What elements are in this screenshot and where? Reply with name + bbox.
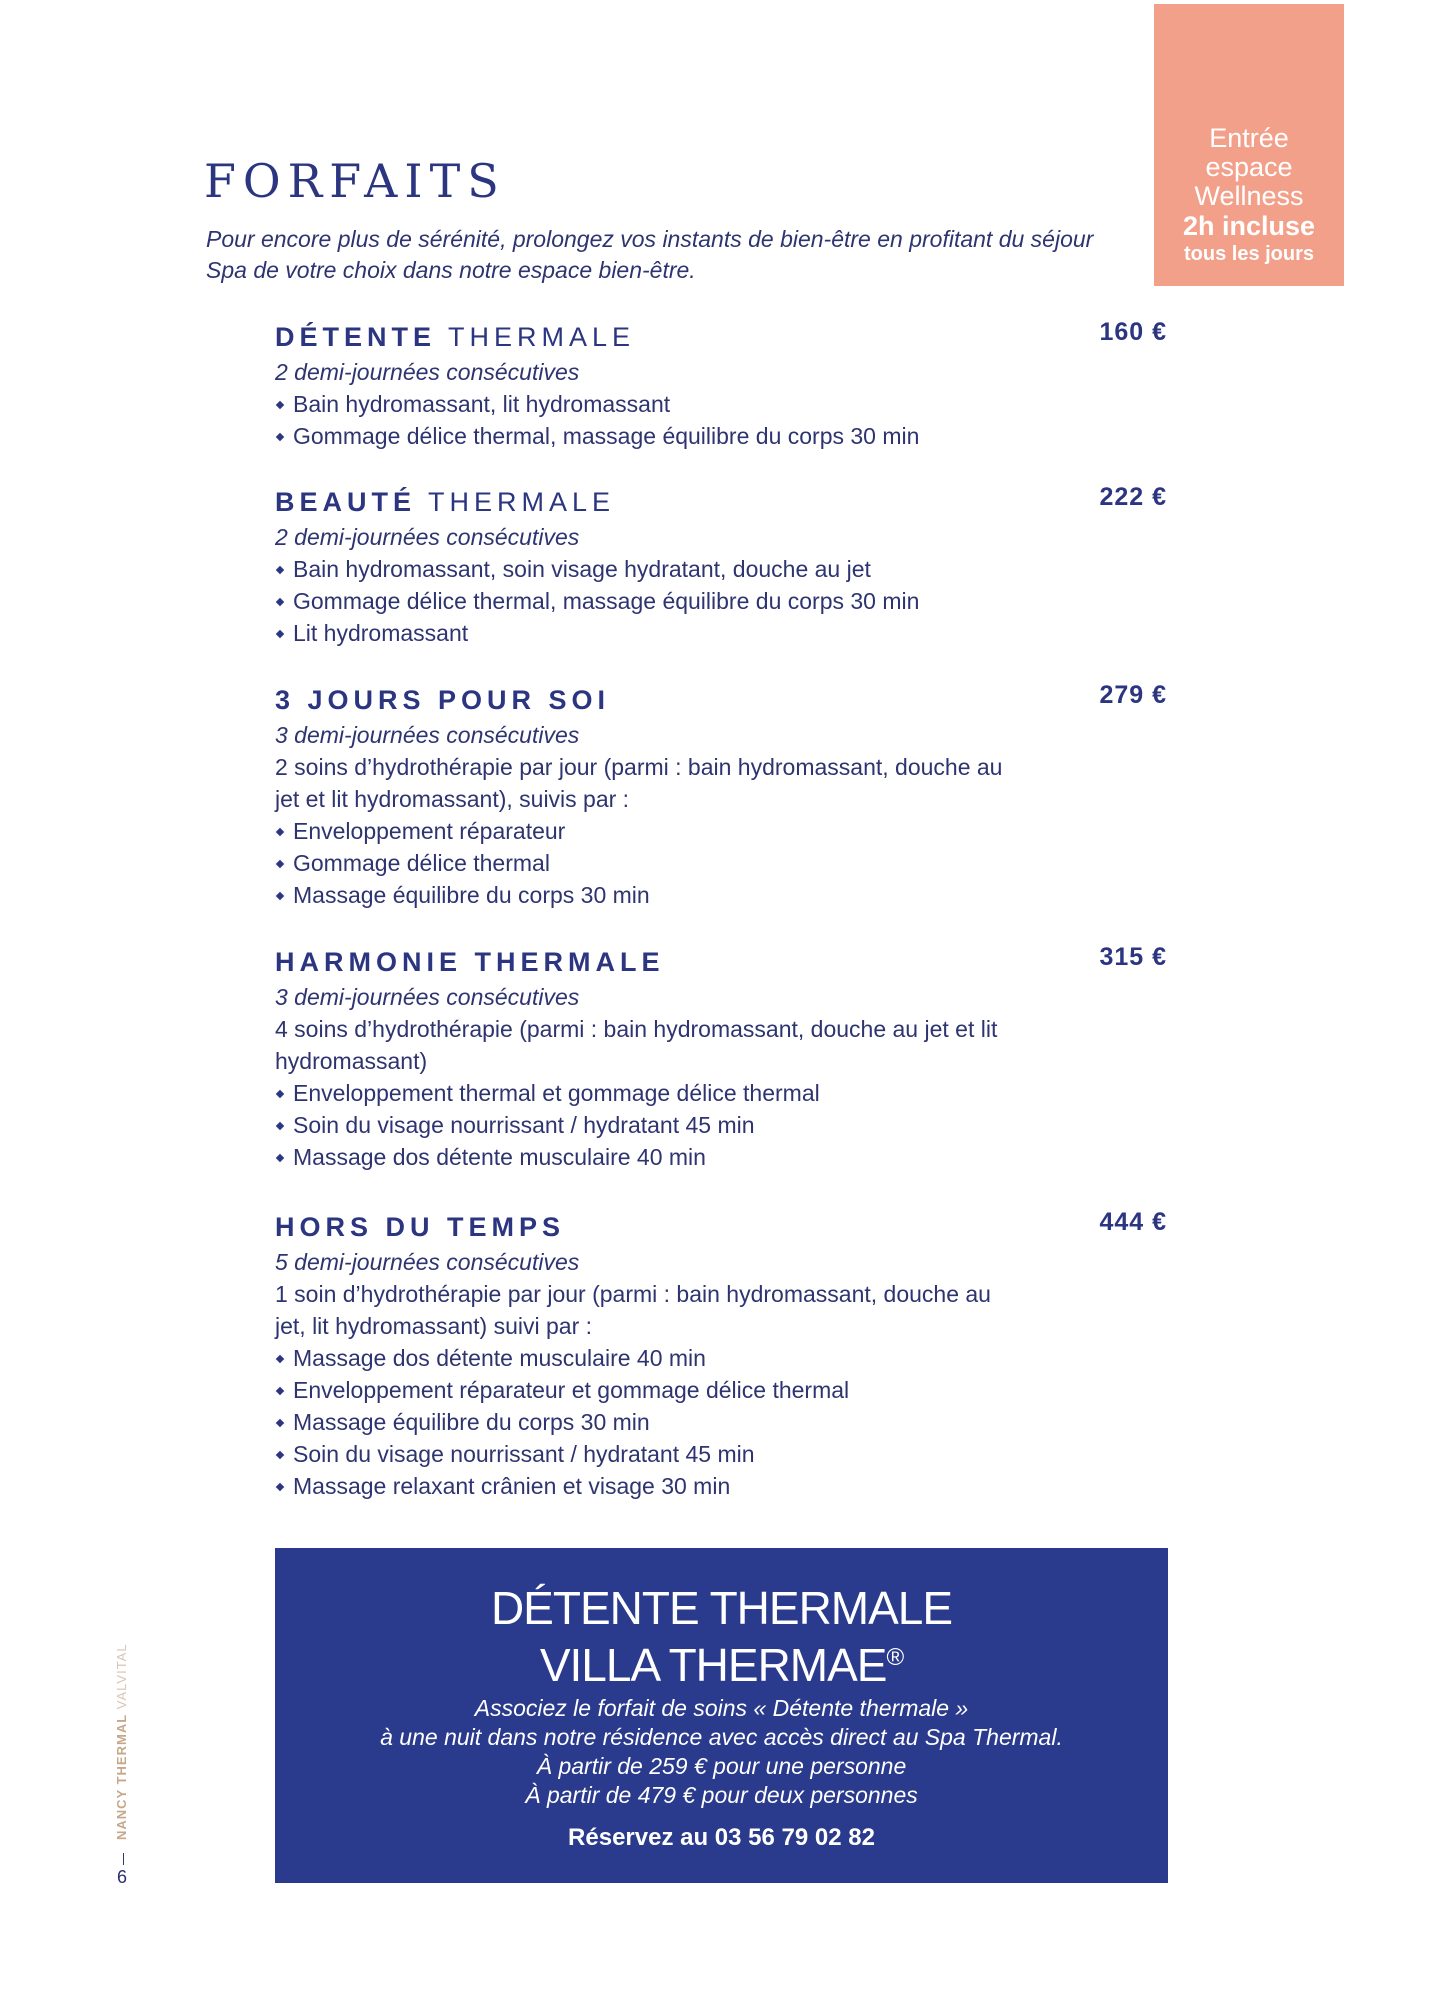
list-item: Enveloppement thermal et gommage délice thermal xyxy=(275,1077,1175,1109)
forfait-items xyxy=(275,1077,1175,1173)
forfait-price: 222 € xyxy=(1099,483,1167,511)
forfait-items xyxy=(275,388,1175,452)
list-item: Soin du visage nourrissant / hydratant 45 min xyxy=(275,1109,1175,1141)
banner-title-text: VILLA THERMAE xyxy=(539,1639,887,1691)
forfait-hors-du-temps xyxy=(275,1208,1175,1502)
banner-desc-line: À partir de 479 € pour deux personnes xyxy=(525,1782,918,1808)
forfait-header xyxy=(275,318,1175,356)
list-item: Gommage délice thermal xyxy=(275,847,1175,879)
list-item: Gommage délice thermal, massage équilibre du corps 30 min xyxy=(275,420,1175,452)
forfait-subtitle: 3 demi-journées consécutives xyxy=(275,984,580,1010)
forfait-subtitle: 5 demi-journées consécutives xyxy=(275,1249,580,1275)
forfait-price: 444 € xyxy=(1099,1208,1167,1236)
badge-line-bold: 2h incluse xyxy=(1182,211,1316,241)
forfait-header xyxy=(275,681,1175,719)
footer-brand-sub: VALVITAL xyxy=(114,1643,129,1710)
forfait-detente-thermale xyxy=(275,318,1175,452)
forfait-subtitle: 2 demi-journées consécutives xyxy=(275,524,580,550)
forfait-title xyxy=(275,1212,565,1242)
forfait-title-bold: DÉTENTE xyxy=(275,322,437,352)
banner-title-line1: DÉTENTE THERMALE xyxy=(490,1582,953,1634)
forfait-beaute-thermale xyxy=(275,483,1175,649)
forfait-header xyxy=(275,483,1175,521)
list-item: Massage équilibre du corps 30 min xyxy=(275,1406,1175,1438)
banner-description xyxy=(275,1694,1168,1810)
forfait-description: 2 soins d’hydrothérapie par jour (parmi : bain hydromassant, douche au jet et lit hydromassant), suivis par : xyxy=(275,754,1003,812)
badge-line: Wellness xyxy=(1194,181,1304,211)
forfait-title-light: THERMALE xyxy=(436,322,636,352)
forfait-items xyxy=(275,1342,1175,1502)
list-item: Enveloppement réparateur xyxy=(275,815,1175,847)
forfait-subtitle: 2 demi-journées consécutives xyxy=(275,359,580,385)
registered-mark: ® xyxy=(886,1644,904,1671)
forfait-title xyxy=(275,685,610,715)
forfait-price: 279 € xyxy=(1099,681,1167,709)
list-item: Massage équilibre du corps 30 min xyxy=(275,879,1175,911)
forfait-title-bold: HORS DU TEMPS xyxy=(275,1212,566,1242)
list-item: Massage dos détente musculaire 40 min xyxy=(275,1342,1175,1374)
forfait-price: 315 € xyxy=(1099,943,1167,971)
list-item: Enveloppement réparateur et gommage délice thermal xyxy=(275,1374,1175,1406)
forfait-description: 4 soins d’hydrothérapie (parmi : bain hydromassant, douche au jet et lit hydromassant) xyxy=(275,1016,998,1074)
badge-line: espace xyxy=(1205,152,1293,182)
forfait-items xyxy=(275,815,1175,911)
forfait-items xyxy=(275,553,1175,649)
forfait-title xyxy=(275,322,635,352)
reservation-phone[interactable]: Réservez au 03 56 79 02 82 xyxy=(568,1824,875,1851)
page-title: FORFAITS xyxy=(204,154,506,208)
list-item: Bain hydromassant, lit hydromassant xyxy=(275,388,1175,420)
list-item: Soin du visage nourrissant / hydratant 45 min xyxy=(275,1438,1175,1470)
list-item: Gommage délice thermal, massage équilibre du corps 30 min xyxy=(275,585,1175,617)
banner-title-line2 xyxy=(275,1632,1168,1691)
list-item: Massage dos détente musculaire 40 min xyxy=(275,1141,1175,1173)
banner-desc-line: Associez le forfait de soins « Détente thermale » xyxy=(474,1695,969,1721)
forfait-price: 160 € xyxy=(1099,318,1167,346)
forfait-title-bold: HARMONIE THERMALE xyxy=(275,947,665,977)
forfait-description: 1 soin d’hydrothérapie par jour (parmi : bain hydromassant, douche au jet, lit hydromassant) suivi par : xyxy=(275,1281,991,1339)
footer-brand-name: NANCY THERMAL xyxy=(114,1713,129,1840)
list-item: Bain hydromassant, soin visage hydratant, douche au jet xyxy=(275,553,1175,585)
list-item: Massage relaxant crânien et visage 30 min xyxy=(275,1470,1175,1502)
forfait-title xyxy=(275,947,665,977)
banner-desc-line: À partir de 259 € pour une personne xyxy=(536,1753,907,1779)
forfait-title-light: THERMALE xyxy=(416,487,616,517)
villa-thermae-banner xyxy=(275,1548,1168,1883)
forfait-title-bold: BEAUTÉ xyxy=(275,487,417,517)
forfait-subtitle: 3 demi-journées consécutives xyxy=(275,722,580,748)
forfait-title xyxy=(275,487,615,517)
intro-text: Pour encore plus de sérénité, prolongez vos instants de bien-être en profitant du séjour Spa de votre choix dans notre espace bien-être. xyxy=(206,226,1094,283)
forfait-3-jours-pour-soi xyxy=(275,681,1175,911)
footer-separator xyxy=(123,1853,124,1865)
badge-line-small: tous les jours xyxy=(1183,243,1315,265)
footer-brand xyxy=(114,1600,129,1840)
forfait-header xyxy=(275,1208,1175,1246)
wellness-badge xyxy=(1154,4,1344,286)
list-item: Lit hydromassant xyxy=(275,617,1175,649)
forfait-title-bold: 3 JOURS POUR SOI xyxy=(275,685,611,715)
banner-desc-line: à une nuit dans notre résidence avec accès direct au Spa Thermal. xyxy=(380,1724,1063,1750)
forfait-harmonie-thermale xyxy=(275,943,1175,1173)
forfait-header xyxy=(275,943,1175,981)
badge-line: Entrée xyxy=(1209,123,1289,153)
page-number: 6 xyxy=(117,1867,128,1887)
